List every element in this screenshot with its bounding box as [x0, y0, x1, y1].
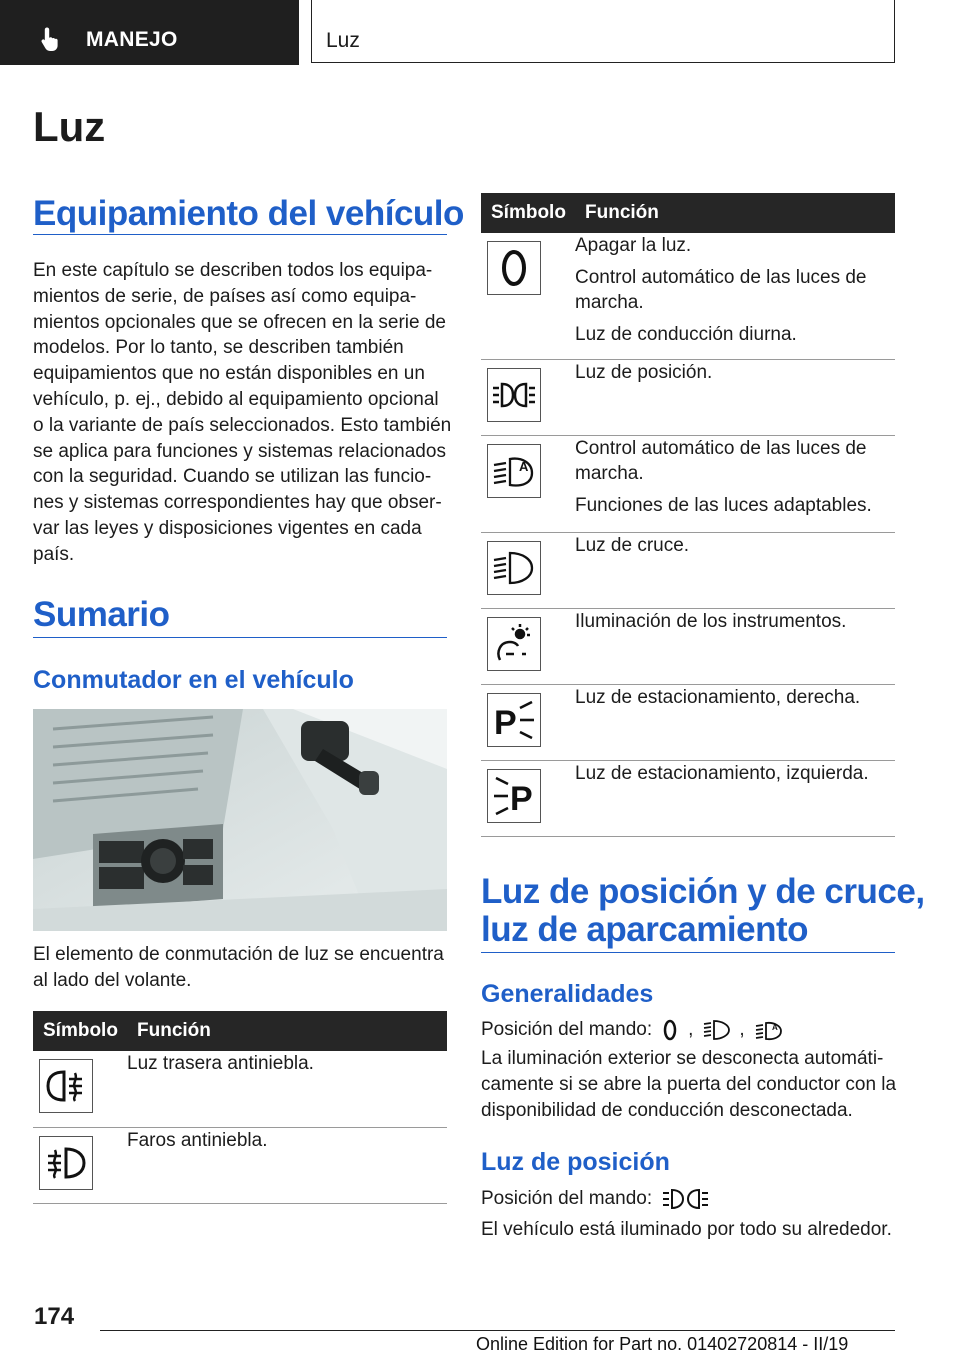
- light-off-icon: [487, 241, 541, 295]
- function-text: Apagar la luz. Control automático de las luces de marcha. Luz de conducción diurna.: [575, 233, 895, 360]
- parking-lights-icon: [487, 368, 541, 422]
- function-text: Control automático de las luces de marcha. Funciones de las luces adaptables.: [575, 436, 895, 533]
- parking-lights-icon: [662, 1187, 710, 1211]
- left-symbol-table: [33, 1011, 447, 1204]
- conmutador-caption: El elemento de conmutación de luz se encuentra al lado del volante.: [33, 944, 444, 991]
- function-text: Luz de posición.: [575, 360, 895, 436]
- col-function: Función: [127, 1011, 447, 1051]
- heading-conmutador: Conmutador en el vehículo: [33, 666, 354, 694]
- table-row: [481, 761, 895, 837]
- chapter-tab: [311, 0, 895, 63]
- col-symbol: Símbolo: [481, 193, 575, 233]
- page-number: 174: [34, 1303, 75, 1330]
- footer-rule: [100, 1330, 895, 1331]
- function-text: Luz de estacionamiento, izquierda.: [575, 761, 895, 837]
- col-function: Función: [575, 193, 895, 233]
- heading-posicion-cruce: Luz de posición y de cruce, luz de aparcamiento: [481, 872, 925, 949]
- light-switch-photo: [33, 709, 447, 931]
- generalidades-paragraph: La iluminación exterior se desconecta automáti- camente si se abre la puerta del conductor con la disponibilidad de conducción desconectada.: [481, 1048, 897, 1121]
- low-beam-icon: [487, 541, 541, 595]
- svg-text:P: P: [510, 780, 533, 818]
- hand-icon: [40, 26, 64, 52]
- heading-rule: [481, 952, 895, 953]
- footer-edition: Online Edition for Part no. 01402720814 - II/19: [476, 1334, 849, 1354]
- section-tab: [0, 0, 299, 65]
- table-row: [481, 436, 895, 533]
- mando-line: Posición del mando: , , A: [481, 1017, 901, 1043]
- heading-equipamiento: Equipamiento del vehículo: [33, 194, 464, 233]
- heading-generalidades: Generalidades: [481, 980, 654, 1008]
- table-row: [481, 685, 895, 761]
- light-off-icon: [662, 1018, 678, 1042]
- svg-text:A: A: [771, 1022, 778, 1032]
- chapter-label: Luz: [326, 29, 360, 52]
- instrument-lighting-icon: [487, 617, 541, 671]
- parking-light-left-icon: [487, 769, 541, 823]
- col-symbol: Símbolo: [33, 1011, 127, 1051]
- table-row: [481, 360, 895, 436]
- section-label: MANEJO: [86, 28, 178, 51]
- equipamiento-paragraph: En este capítulo se describen todos los equipa- mientos de serie, de países así como equipa- mientos opcionales que se ofrecen en la serie de modelos. Por lo tanto, se describen también equipamientos que no están disponibles en un vehículo, p. ej., debido al equipamiento opcional o la variante de país seleccionados. Esto también se aplica para funciones y sistemas relacionados con la seguridad. Cuando se utilizan las funcio- nes y sistemas correspondientes hay que obser- var las leyes y disposiciones vigentes en cada país.: [33, 260, 452, 565]
- table-row: [481, 609, 895, 685]
- luz-posicion-text: El vehículo está iluminado por todo su alrededor.: [481, 1219, 892, 1240]
- table-row: [33, 1051, 447, 1127]
- table-row: [481, 233, 895, 360]
- heading-luz-posicion: Luz de posición: [481, 1148, 670, 1176]
- function-text: Iluminación de los instrumentos.: [575, 609, 895, 685]
- front-fog-light-icon: [39, 1136, 93, 1190]
- table-row: [33, 1127, 447, 1203]
- function-text: Luz de cruce.: [575, 533, 895, 609]
- parking-light-right-icon: [487, 693, 541, 747]
- page-title: Luz: [33, 103, 106, 150]
- function-text: Luz trasera antiniebla.: [127, 1051, 447, 1127]
- heading-sumario: Sumario: [33, 595, 170, 634]
- low-beam-icon: [703, 1018, 731, 1042]
- svg-text:A: A: [519, 459, 529, 474]
- mando-line: Posición del mando:: [481, 1186, 901, 1212]
- heading-rule: [33, 234, 447, 235]
- function-text: Luz de estacionamiento, derecha.: [575, 685, 895, 761]
- heading-rule: [33, 637, 447, 638]
- right-symbol-table: [481, 193, 895, 837]
- auto-headlight-icon: [487, 444, 541, 498]
- svg-text:P: P: [494, 704, 517, 742]
- rear-fog-light-icon: [39, 1059, 93, 1113]
- function-text: Faros antiniebla.: [127, 1127, 447, 1203]
- table-row: [481, 533, 895, 609]
- auto-headlight-icon: [755, 1018, 783, 1042]
